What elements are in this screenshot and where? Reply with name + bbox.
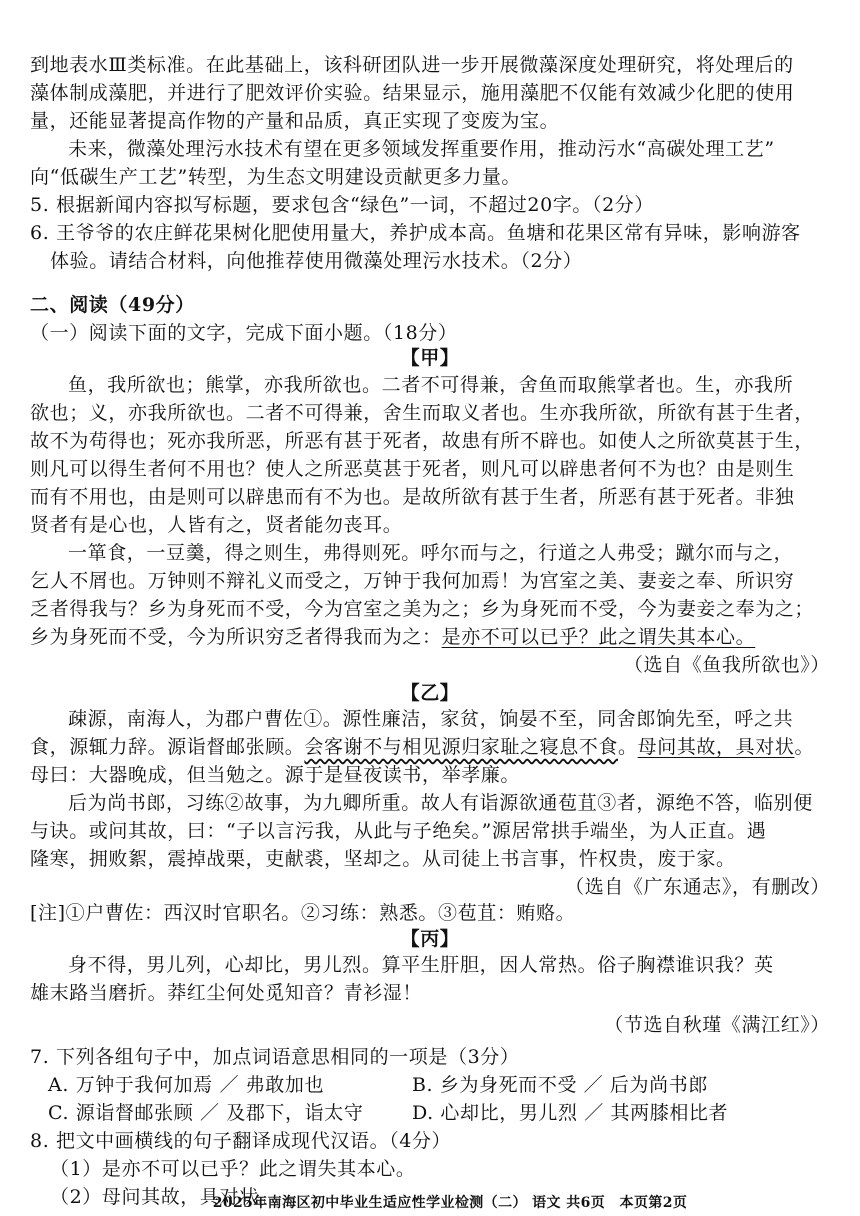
option-d: D. 心却比，男儿烈 ／ 其两膝相比者 (412, 1102, 729, 1124)
passage-line: 未来，微藻处理污水技术有望在更多领域发挥重要作用，推动污水“高碳处理工艺” (68, 138, 775, 160)
text-jia-line: 乏者得我与？乡为身死而不受，今为宫室之美为之；乡为身死而不受，今为妻妾之奉为之； (30, 598, 815, 620)
question-8-item: （1）是亦不可以已乎？此之谓失其本心。 (50, 1158, 416, 1180)
passage-line: 向“低碳生产工艺”转型，为生态文明建设贡献更多力量。 (30, 166, 522, 188)
text-jia-source: （选自《鱼我所欲也》） (623, 654, 830, 676)
section-heading: 二、阅读（49分） (30, 294, 195, 316)
text-yi-punct: 。 (618, 736, 638, 758)
passage-line: 藻体制成藻肥，并进行了肥效评价实验。结果显示，施用藻肥不仅能有效减少化肥的使用 (30, 82, 795, 104)
text-bing-heading: 【丙】 (400, 928, 460, 950)
text-jia-heading: 【甲】 (400, 347, 460, 369)
text-jia-line: 欲也；义，亦我所欲也。二者不可得兼，舍生而取义者也。生亦我所欲，所欲有甚于生者， (30, 402, 815, 424)
question-6-line: 体验。请结合材料，向他推荐使用微藻处理污水技术。（2分） (50, 250, 583, 272)
text-bing-line: 雄末路当磨折。莽红尘何处觅知音？青衫湿！ (30, 982, 423, 1004)
text-yi-heading: 【乙】 (400, 682, 460, 704)
text-yi-line: 与诀。或问其故，曰：“子以言污我，从此与子绝矣。”源居常拱手端坐，为人正直。遇 (30, 820, 767, 842)
text-yi-punct: 。 (794, 736, 815, 758)
text-jia-line (30, 624, 755, 650)
part-heading: （一）阅读下面的文字，完成下面小题。（18分） (30, 322, 458, 344)
text-bing-line: 身不得，男儿列，心却比，男儿烈。算平生肝胆，因人常热。俗子胸襟谁识我？英 (68, 954, 774, 976)
text-bing-source: （节选自秋瑾《满江红》） (604, 1014, 830, 1036)
annotation-note: [注]①户曹佐：西汉时官职名。②习练：熟悉。③苞苴：贿赂。 (30, 902, 576, 924)
text-yi-line: 疎源，南海人，为郡户曹佐①。源性廉洁，家贫，饷晏不至，同舍郎饷先至，呼之共 (68, 708, 794, 730)
text-jia-line-part: 乡为身死而不受，今为所识穷乏者得我而为之： (30, 626, 442, 648)
text-yi-source: （选自《广东通志》，有删改） (565, 876, 830, 898)
option-c: C. 源诣督邮张顾 ／ 及郡下，诣太守 (48, 1102, 364, 1124)
text-yi-line: 隆寒，拥败絮，震掉战栗，吏献裘，坚却之。从司徒上书言事，忤权贵，废于家。 (30, 848, 736, 870)
text-jia-line: 一箪食，一豆羹，得之则生，弗得则死。呼尔而与之，行道之人弗受；蹴尔而与之， (68, 542, 794, 564)
page-footer: 2025年南海区初中毕业生适应性学业检测（二） 语文 共6页 本页第2页 (212, 1195, 688, 1211)
option-b: B. 乡为身死而不受 ／ 后为尚书郎 (412, 1074, 708, 1096)
question-8: 8. 把文中画横线的句子翻译成现代汉语。（4分） (30, 1130, 452, 1152)
text-jia-line: 贤者有是心也，人皆有之，贤者能勿丧耳。 (30, 514, 403, 536)
passage-line: 到地表水Ⅲ类标准。在此基础上，该科研团队进一步开展微藻深度处理研究，将处理后的 (30, 54, 794, 76)
question-5: 5. 根据新闻内容拟写标题，要求包含“绿色”一词，不超过20字。（2分） (30, 194, 654, 216)
text-jia-line: 而有不用也，由是则可以辟患而有不为也。是故所欲有甚于生者，所恶有甚于死者。非独 (30, 486, 795, 508)
text-yi-line: 后为尚书郎，习练②故事，为九卿所重。故人有诣源欲通苞苴③者，源绝不答，临别便 (68, 792, 813, 814)
text-jia-line: 乞人不屑也。万钟则不辩礼义而受之，万钟于我何加焉！为宫室之美、妻妾之奉、所识穷 (30, 570, 795, 592)
wavy-underlined-sentence: 会客谢不与相见源归家耻之寝息不食 (304, 736, 619, 758)
text-yi-line-part: 食，源辄力辞。源诣督邮张顾。 (30, 736, 305, 758)
underlined-sentence-1: 是亦不可以已乎？此之谓失其本心。 (441, 626, 756, 648)
question-6-line: 6. 王爷爷的农庄鲜花果树化肥使用量大，养护成本高。鱼塘和花果区常有异味，影响游客 (30, 222, 801, 244)
option-a: A. 万钟于我何加焉 ／ 弗敢加也 (48, 1074, 325, 1096)
text-jia-line: 鱼，我所欲也；熊掌，亦我所欲也。二者不可得兼，舍鱼而取熊掌者也。生，亦我所 (68, 374, 794, 396)
passage-line: 量，还能显著提高作物的产量和品质，真正实现了变废为宝。 (30, 110, 560, 132)
question-7: 7. 下列各组句子中，加点词语意思相同的一项是（3分） (30, 1046, 520, 1068)
text-jia-line: 故不为苟得也；死亦我所恶，所恶有甚于死者，故患有所不辟也。如使人之所欲莫甚于生， (30, 430, 815, 452)
underlined-sentence-2: 母问其故，具对状 (637, 736, 795, 758)
text-yi-line (30, 734, 814, 760)
question-8-item: （2）母问其故，具对状。 (50, 1186, 279, 1208)
text-jia-line: 则凡可以得生者何不用也？使人之所恶莫甚于死者，则凡可以辟患者何不为也？由是则生 (30, 458, 795, 480)
text-yi-line: 母曰：大器晚成，但当勉之。源于是昼夜读书，举孝廉。 (30, 764, 521, 786)
